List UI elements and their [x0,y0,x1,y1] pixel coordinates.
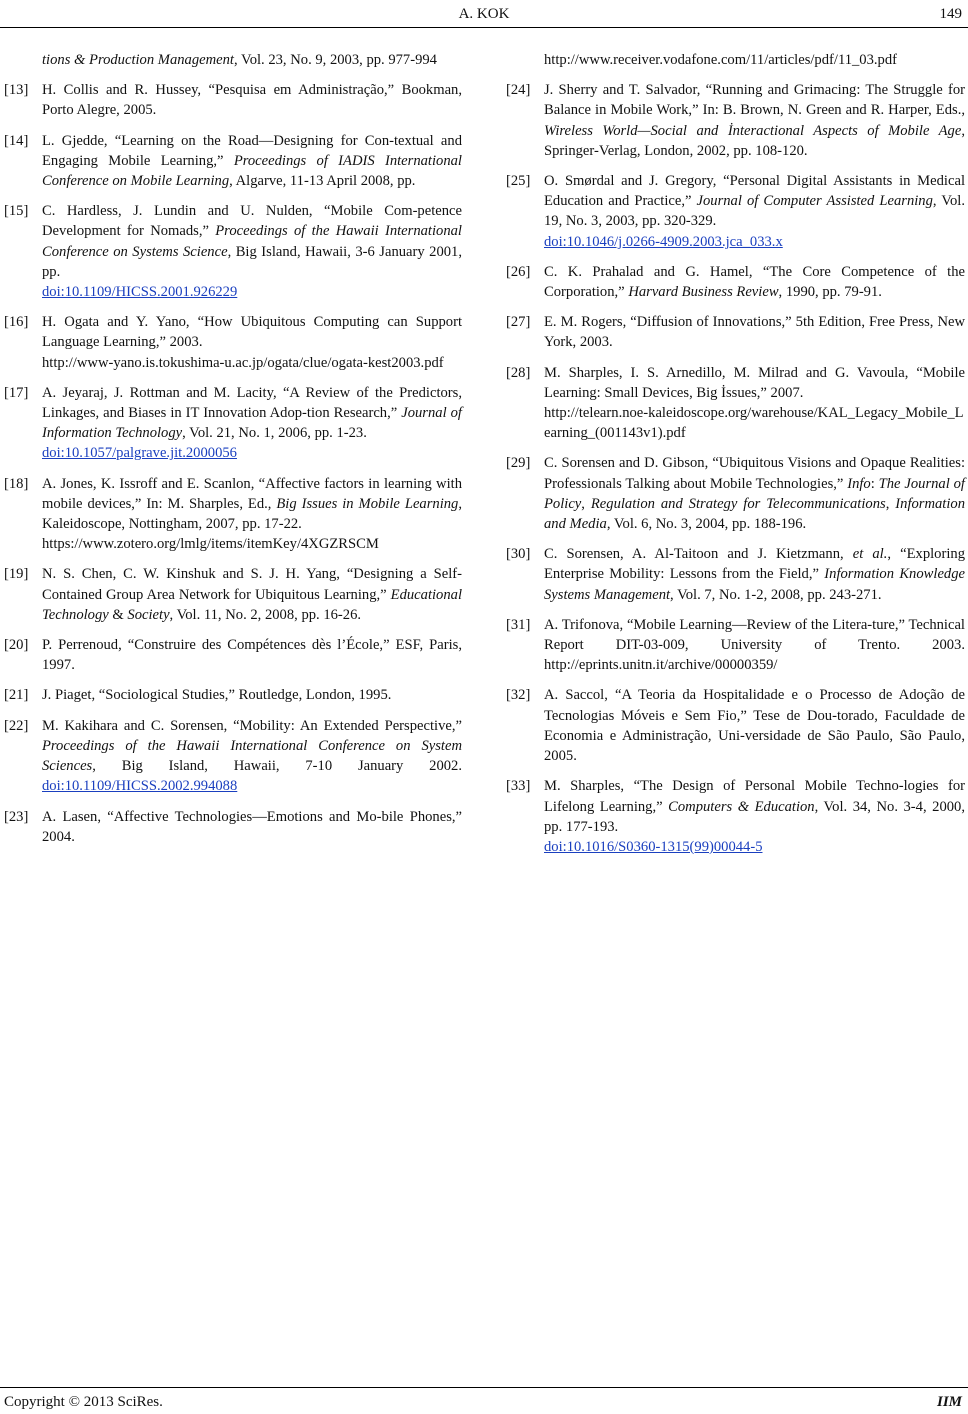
reference-number: [28] [506,364,531,381]
reference-number: [25] [506,173,531,190]
reference-number: [13] [4,82,29,99]
reference-number: [26] [506,263,531,280]
reference-item [4,80,462,120]
reference-details: , Vol. 21, No. 1, 2006, pp. 1-23. [182,425,367,442]
reference-details: , Kaleidoscope, Nottingham, 2007, pp. 17-22. [42,495,462,533]
reference-source: Harvard Business Review [628,284,779,301]
reference-item [4,564,462,625]
reference-number: [32] [506,687,531,704]
reference-details: , Vol. 19, No. 3, 2003, pp. 320-329. [544,193,965,230]
reference-separator: & [108,606,128,623]
reference-url[interactable]: http://telearn.noe-kaleidoscope.org/warehouse/KAL_Legacy_Mobile_Learning_(001143v1).pdf [544,405,964,442]
header-author: A. KOK [458,6,510,22]
reference-text: A. Lasen, “Affective Technologies—Emotions and Mo-bile Phones,” 2004. [42,808,462,845]
reference-item [4,201,462,302]
reference-details: , Springer-Verlag, London, 2002, pp. 108-120. [544,122,965,159]
reference-separator: : [870,475,879,492]
reference-source: Information Knowledge Systems Management [544,566,965,603]
reference-item [4,383,462,464]
reference-source: et al. [852,546,888,563]
reference-text: H. Ogata and Y. Yano, “How Ubiquitous Computing can Support Language Learning,” 2003. [42,314,462,351]
reference-source: Proceedings of the Hawaii International Conference on Systems Science [42,223,462,260]
footer-journal: IIM [936,1393,962,1410]
footer-copyright: Copyright © 2013 SciRes. [4,1393,163,1410]
reference-item [506,171,965,252]
reference-item [506,776,965,857]
reference-column-right [506,50,965,867]
reference-continuation [506,50,965,70]
reference-authors-title: M. Kakihara and C. Sorensen, “Mobility: An Extended Perspective,” [42,717,462,734]
reference-item [506,312,965,352]
reference-separator: , “Exploring Enterprise Mobility: Lessons from the Field,” [544,546,965,583]
reference-details: , Vol. 34, No. 3-4, 2000, pp. 177-193. [544,798,965,835]
reference-item [4,716,462,797]
reference-authors-title: C. K. Prahalad and G. Hamel, “The Core Competence of the Corporation,” [544,263,965,301]
reference-url[interactable]: http://www.receiver.vodafone.com/11/articles/pdf/11_03.pdf [544,52,897,68]
reference-item [4,312,462,373]
reference-source: Proceedings of IADIS International Conference on Mobile Learning [42,152,462,190]
reference-source: The Journal of Policy [544,475,965,512]
reference-source: Proceedings of the Hawaii International Conference on System Sciences [42,737,462,775]
reference-source: Wireless World—Social and İnteractional Aspects of Mobile Age [544,122,962,139]
reference-url[interactable]: http://www-yano.is.tokushima-u.ac.jp/ogata/clue/ogata-kest2003.pdf [42,354,444,371]
reference-item [4,131,462,192]
reference-source: Big Issues in Mobile Learning [276,495,459,512]
reference-text: H. Collis and R. Hussey, “Pesquisa em Administração,” Bookman, Porto Alegre, 2005. [42,82,462,119]
reference-source: Regulation and Strategy for Telecommunications [590,495,886,512]
reference-authors-title: L. Gjedde, “Learning on the Road—Designing for Con-textual and Engaging Mobile Learning,” [42,132,462,169]
reference-number: [19] [4,566,29,583]
footer-rule [0,1387,968,1388]
reference-details: , Vol. 7, No. 1-2, 2008, pp. 243-271. [670,586,882,603]
reference-source: Information and Media [544,495,966,533]
reference-number: [23] [4,808,29,825]
reference-item [4,807,462,847]
reference-source: tions & Production Management [42,52,234,68]
reference-text: A. Trifonova, “Mobile Learning—Review of the Litera-ture,” Technical Report DIT-03-009, University of Trento. 2003. http://eprints.unitn.it/archive/00000359/ [544,616,965,674]
reference-separator: , [885,495,896,512]
reference-item [506,615,965,676]
reference-number: [30] [506,546,531,563]
reference-number: [21] [4,687,29,704]
reference-source: Society [127,606,170,623]
reference-source: Journal of Computer Assisted Learning [696,193,933,210]
reference-text: A. Saccol, “A Teoria da Hospitalidade e o Processo de Adoção de Tecnologias Móveis e Sem Fio,” Tese de Dou-torado, Faculdade de Economia e Administração, Uni-versidade de São Paulo, São Paulo, 2005. [544,687,965,765]
reference-authors-title: M. Sharples, “The Design of Personal Mobile Techno-logies for Lifelong Learning,” [544,778,965,815]
reference-item [506,80,965,161]
reference-authors-title: J. Sherry and T. Salvador, “Running and Grimacing: The Struggle for Balance in Mobile Work,” In: B. Brown, N. Green and R. Harper, Eds., [544,82,965,119]
reference-item [506,544,965,605]
reference-item [506,453,965,534]
header-rule [0,27,968,28]
reference-source: Info [847,475,871,492]
reference-authors-title: O. Smørdal and J. Gregory, “Personal Digital Assistants in Medical Education and Practice,” [544,173,965,210]
reference-number: [18] [4,475,29,492]
reference-number: [22] [4,717,29,734]
reference-item [506,262,965,302]
reference-doi-link[interactable]: doi:10.1046/j.0266-4909.2003.jca_033.x [544,233,783,250]
reference-source: Computers & Education [668,798,815,815]
reference-item [506,363,965,444]
reference-number: [15] [4,203,29,220]
reference-continuation [4,50,462,70]
reference-number: [29] [506,455,531,472]
reference-item [4,685,462,705]
reference-item [506,685,965,766]
reference-source: Journal of Information Technology [42,405,462,442]
reference-text: J. Piaget, “Sociological Studies,” Routledge, London, 1995. [42,687,392,704]
reference-details: , Big Island, Hawaii, 7-10 January 2002. [92,758,462,775]
reference-authors-title: A. Jones, K. Issroff and E. Scanlon, “Affective factors in learning with mobile devices,” In: M. Sharples, Ed., [42,475,462,512]
reference-source: Educational Technology [42,586,462,623]
reference-authors-title: C. Hardless, J. Lundin and U. Nulden, “Mobile Com-petence Development for Nomads,” [42,203,462,240]
reference-number: [20] [4,637,29,654]
reference-separator: , [581,495,591,512]
reference-doi-link[interactable]: doi:10.1109/HICSS.2001.926229 [42,284,238,301]
reference-column-left [4,50,462,857]
reference-item [4,474,462,555]
reference-details: , Vol. 6, No. 3, 2004, pp. 188-196. [606,516,807,533]
reference-number: [17] [4,384,29,401]
reference-doi-link[interactable]: doi:10.1057/palgrave.jit.2000056 [42,445,237,462]
reference-authors-title: A. Jeyaraj, J. Rottman and M. Lacity, “A Review of the Predictors, Linkages, and Biases in IT Innovation Adop-tion Research,” [42,384,462,422]
reference-details: , Big Island, Hawaii, 3-6 January 2001, pp. [42,243,463,280]
reference-details: , Vol. 11, No. 2, 2008, pp. 16-26. [169,606,362,623]
reference-item [4,635,462,675]
reference-number: [24] [506,82,531,99]
reference-number: [16] [4,314,29,331]
reference-authors-title: N. S. Chen, C. W. Kinshuk and S. J. H. Yang, “Designing a Self-Contained Group Area Network for Ubiquitous Learning,” [42,566,462,603]
reference-number: [33] [506,778,531,795]
reference-url[interactable]: https://www.zotero.org/lmlg/items/itemKey/4XGZRSCM [42,536,379,553]
header-page-number: 149 [939,6,962,22]
reference-number: [31] [506,616,531,633]
reference-details: , Vol. 23, No. 9, 2003, pp. 977-994 [234,52,437,68]
reference-authors-title: C. Sorensen, A. Al-Taitoon and J. Kietzmann, [544,546,853,563]
reference-details: , 1990, pp. 79-91. [778,284,882,301]
reference-doi-link[interactable]: doi:10.1016/S0360-1315(99)00044-5 [544,838,763,855]
reference-doi-link[interactable]: doi:10.1109/HICSS.2002.994088 [42,778,238,795]
reference-authors-title: C. Sorensen and D. Gibson, “Ubiquitous Visions and Opaque Realities: Professionals Talking about Mobile Technologies,” [544,455,965,492]
reference-number: [14] [4,132,29,149]
reference-text: M. Sharples, I. S. Arnedillo, M. Milrad and G. Vavoula, “Mobile Learning: Small Devices, Big İssues,” 2007. [544,364,965,401]
reference-details: , Algarve, 11-13 April 2008, pp. [229,173,416,190]
reference-number: [27] [506,314,531,331]
reference-text: E. M. Rogers, “Diffusion of Innovations,” 5th Edition, Free Press, New York, 2003. [544,314,965,351]
reference-text: P. Perrenoud, “Construire des Compétences dès l’École,” ESF, Paris, 1997. [42,637,462,674]
